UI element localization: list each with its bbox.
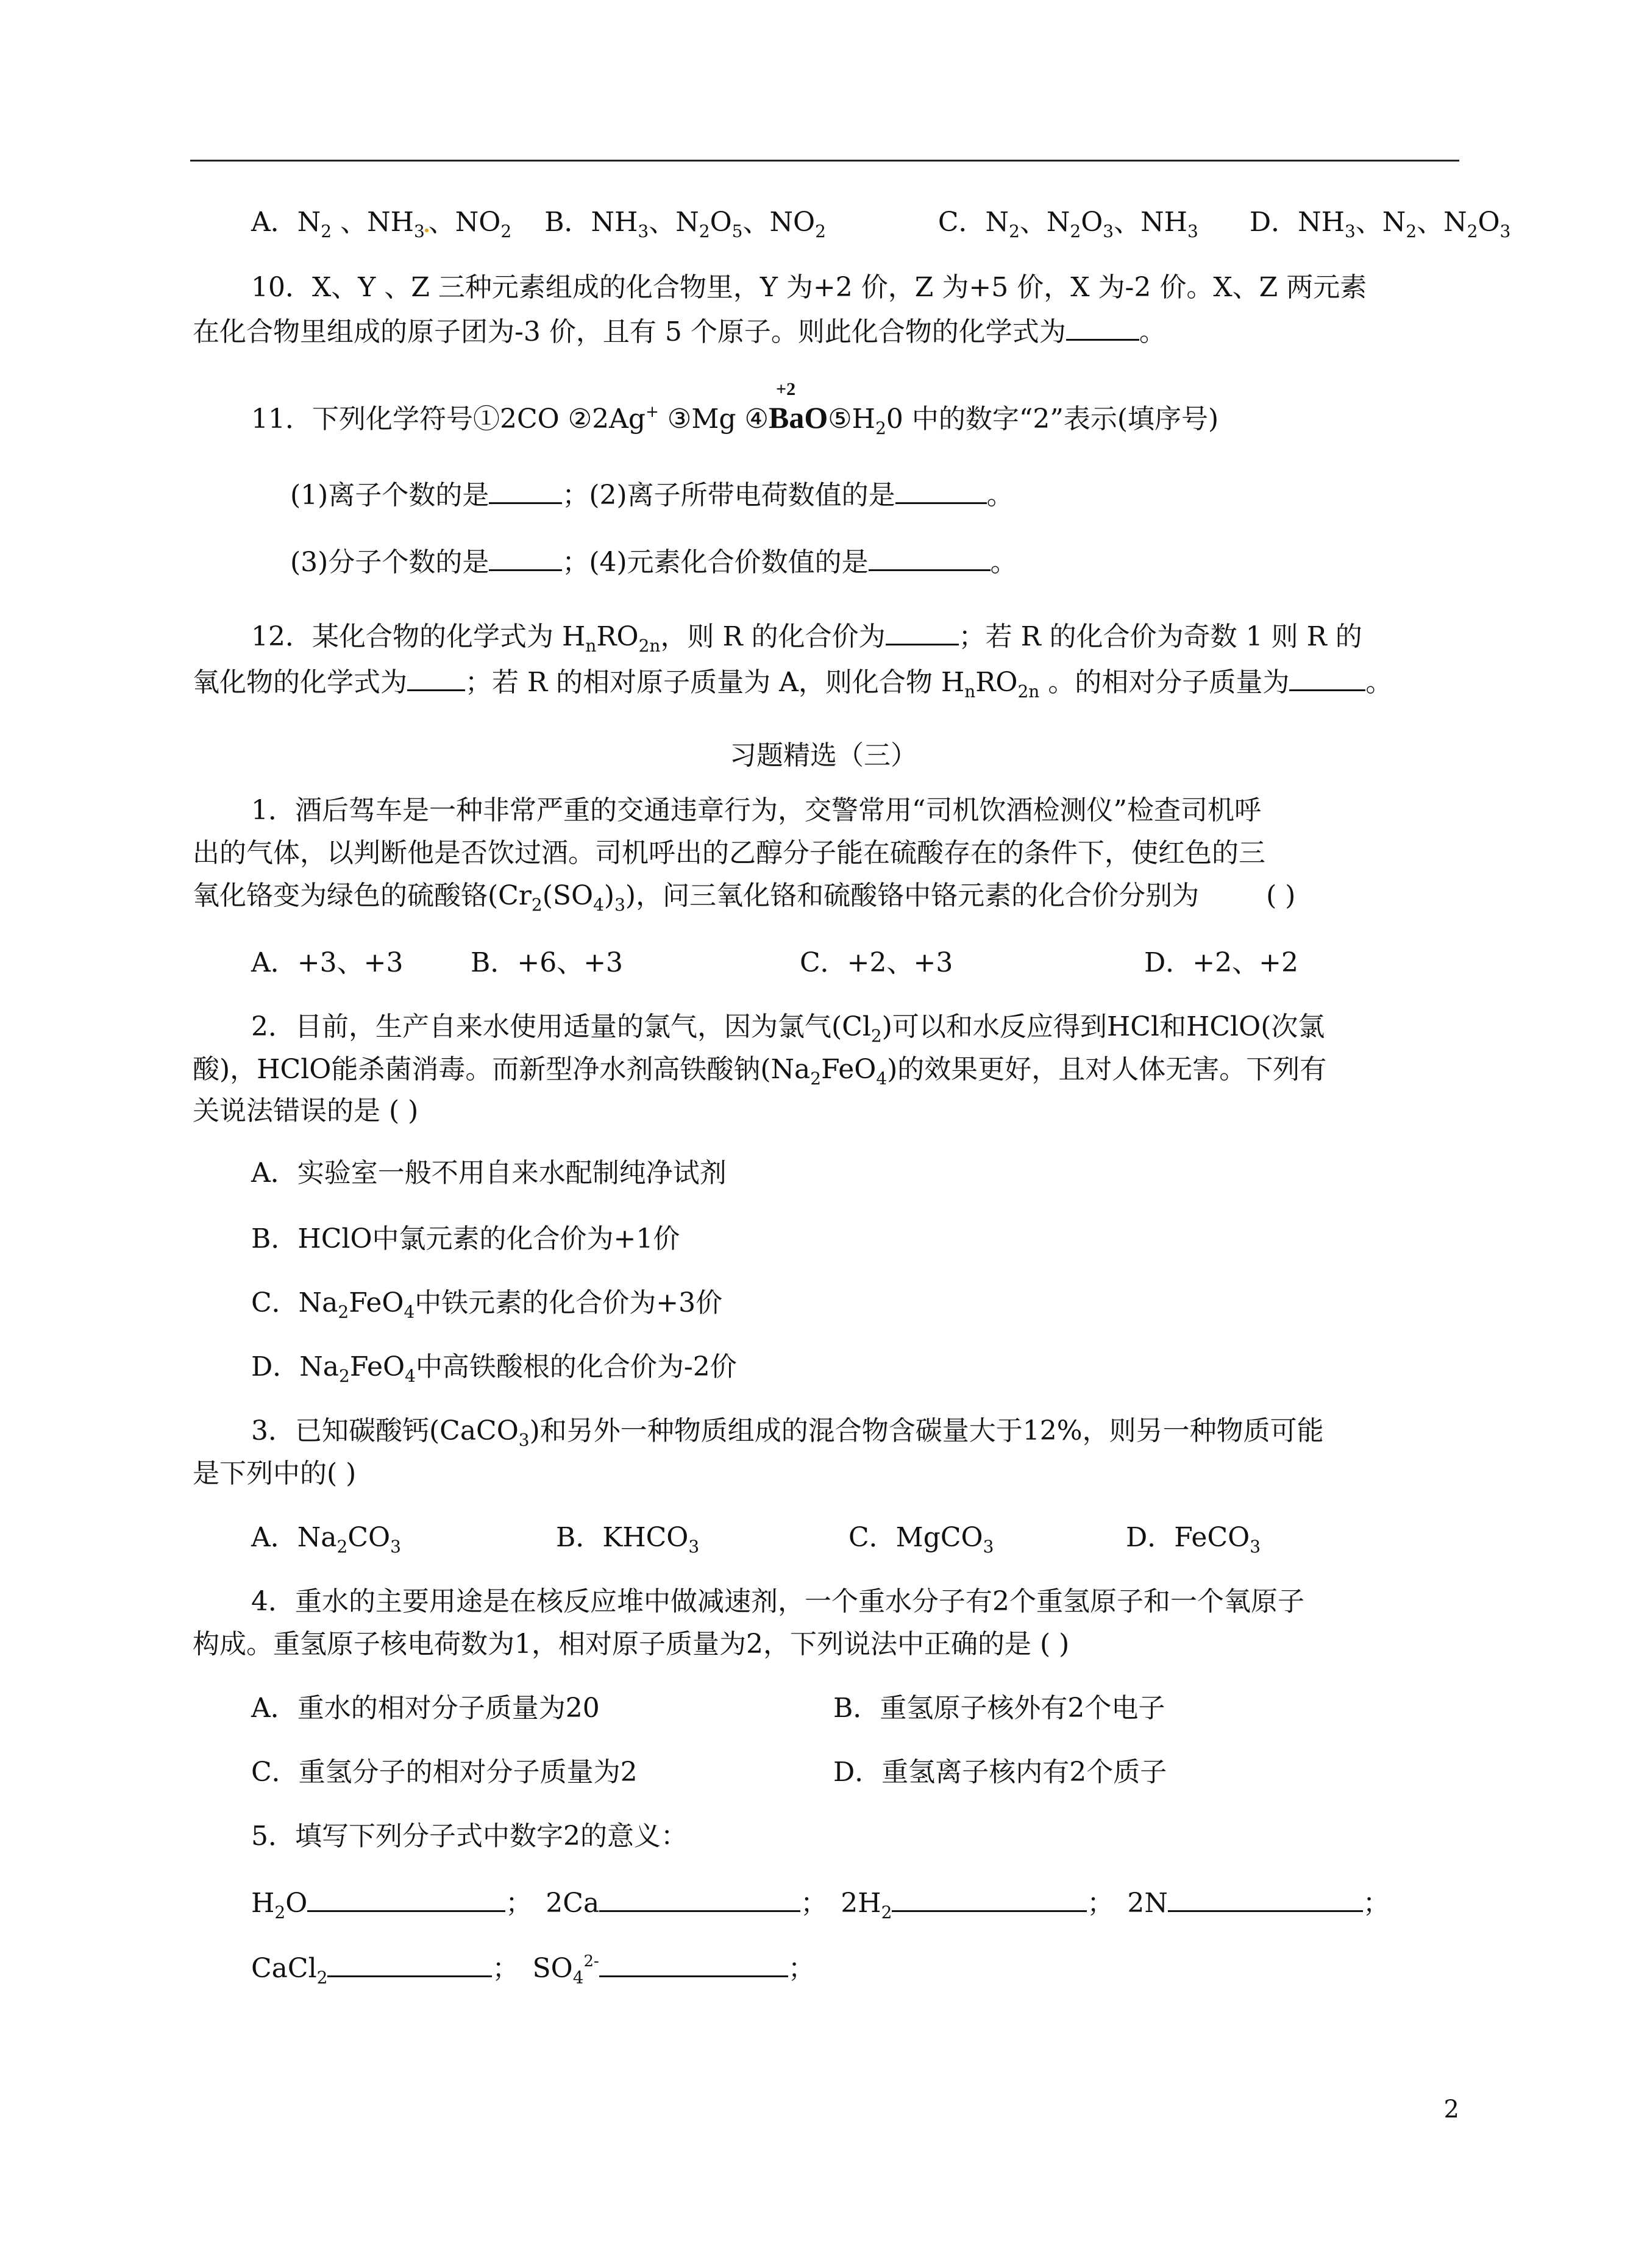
p4-options-row1: [251, 1690, 1165, 1727]
p3-line1: 3．已知碳酸钙(CaCO$_3$)和另外一种物质组成的混合物含碳量大于12%，则另一种物质可能: [251, 1415, 1324, 1450]
answer-blank[interactable]: [407, 665, 465, 691]
p2-line3: 关说法错误的是 ( ): [193, 1095, 419, 1126]
q9-option-d: D．$NH_3$、$N_2$、$N_2O_3$: [1249, 207, 1511, 241]
q9-option-c: C．$N_2$、$N_2O_3$、$NH_3$: [937, 207, 1198, 241]
p4-option-c: C．重氢分子的相对分子质量为2: [251, 1757, 638, 1788]
answer-blank[interactable]: [599, 1951, 788, 1977]
answer-blank[interactable]: [489, 545, 562, 571]
p4-line1: 4．重水的主要用途是在核反应堆中做减速剂，一个重水分子有2个重氢原子和一个氧原子: [251, 1586, 1304, 1617]
p1-option-b: B．+6、+3: [471, 947, 624, 978]
q11-part1: (1)离子个数的是 ；(2)离子所带电荷数值的是 。: [290, 477, 1014, 514]
answer-blank[interactable]: [599, 1886, 800, 1912]
q12-line2: 氧化物的化学式为 ；若 R 的相对原子质量为 A，则化合物 $H_nRO_{2n}$ 。的相对分子质量为 。: [193, 664, 1392, 701]
q10-line2: 在化合物里组成的原子团为-3 价，且有 5 个原子。则此化合物的化学式为 。: [193, 314, 1166, 350]
q9-option-a: A．$N_2$ 、$NH_3$ 、$NO_2$: [251, 207, 512, 241]
section-title: 习题精选（三）: [730, 740, 917, 771]
p4-line2: 构成。重氢原子核电荷数为1，相对原子质量为2，下列说法中正确的是 ( ): [193, 1629, 1070, 1660]
answer-paren[interactable]: ( ): [1266, 880, 1296, 911]
answer-blank[interactable]: [892, 1886, 1087, 1912]
q11-line: 11．下列化学符号①2CO ②2Ag+ ③Mg ④ +2 $BaO⑤H_20$ 中的数字“2”表示(填序号): [251, 379, 1219, 438]
p2-option-b: B．HClO中氯元素的化合价为+1价: [251, 1223, 680, 1254]
answer-blank[interactable]: [1168, 1886, 1363, 1912]
p2-line1: 2．目前，生产自来水使用适量的氯气，因为氯气$(Cl_2)$可以和水反应得到HCl和HClO(次氯: [251, 1011, 1325, 1046]
p2-option-c: C．$Na_2FeO_4$中铁元素的化合价为+3价: [251, 1287, 723, 1322]
p2-line2: 酸)，HClO能杀菌消毒。而新型净水剂高铁酸钠$(Na_2FeO_4)$的效果更好，且对人体无害。下列有: [193, 1054, 1327, 1089]
answer-blank[interactable]: [886, 619, 959, 645]
page-number: 2: [1443, 2096, 1459, 2124]
p1-line3: 氧化铬变为绿色的硫酸铬$(Cr_2(SO_4)_3)$，问三氧化铬和硫酸铬中铬元素的化合价分别为 ( ): [193, 880, 1296, 915]
p1-option-d: D．+2、+2: [1144, 947, 1298, 978]
answer-blank[interactable]: [327, 1951, 492, 1977]
p3-option-c: C．MgCO$_3$: [848, 1522, 994, 1557]
p3-options: [251, 1520, 1261, 1556]
header-rule: [190, 160, 1459, 162]
q10-line1: 10．X、Y 、Z 三种元素组成的化合物里，Y 为+2 价，Z 为+5 价，X 为-2 价。X、Z 两元素: [251, 272, 1367, 303]
p4-options-row2: [251, 1754, 1167, 1791]
answer-blank[interactable]: [1289, 665, 1365, 691]
answer-blank[interactable]: [869, 545, 991, 571]
p2-option-a: A．实验室一般不用自来水配制纯净试剂: [251, 1157, 727, 1189]
p1-options: [251, 945, 1298, 981]
p1-option-a: A．+3、+3: [251, 947, 404, 978]
p5-row2: CaCl$_2$ ； $SO_4^{2-}$ ；: [251, 1952, 815, 1988]
answer-blank[interactable]: [489, 478, 562, 504]
q11-part3: (3)分子个数的是 ；(4)元素化合价数值的是 。: [290, 544, 1017, 581]
p3-option-d: D．FeCO$_3$: [1126, 1522, 1261, 1557]
p3-option-b: B．$KHCO_3$: [556, 1522, 700, 1557]
p4-option-d: D．重氢离子核内有2个质子: [833, 1757, 1167, 1788]
p3-option-a: A．$Na_2CO_3$: [251, 1522, 401, 1557]
q9-options: [251, 204, 1510, 241]
answer-blank[interactable]: [1066, 315, 1139, 341]
q12-line1: 12．某化合物的化学式为 $H_nRO_{2n}$，则 R 的化合价为 ；若 R 的化合价为奇数 1 则 R 的: [251, 619, 1362, 655]
p5-row1: $H_2O$ ； 2Ca ； $2H_2$ ； 2N ；: [251, 1885, 1390, 1922]
answer-blank[interactable]: [895, 478, 987, 504]
p1-line2: 出的气体，以判断他是否饮过酒。司机呼出的乙醇分子能在硫酸存在的条件下，使红色的三: [193, 837, 1265, 869]
p3-line2: 是下列中的( ): [193, 1458, 357, 1489]
p4-option-b: B．重氢原子核外有2个电子: [833, 1693, 1165, 1724]
p4-option-a: A．重水的相对分子质量为20: [251, 1693, 600, 1724]
p1-line1: 1．酒后驾车是一种非常严重的交通违章行为，交警常用“司机饮酒检测仪”检查司机呼: [251, 795, 1261, 826]
p2-option-d: D．$Na_2FeO_4$中高铁酸根的化合价为-2价: [251, 1351, 737, 1386]
p5-line1: 5．填写下列分子式中数字2的意义：: [251, 1821, 688, 1852]
q9-option-b: B．$NH_3$、$N_2O_5$、$NO_2$: [544, 207, 826, 241]
bao-formula: +2 BaO: [768, 379, 828, 435]
p1-option-c: C．+2、+3: [800, 947, 953, 978]
answer-blank[interactable]: [307, 1886, 505, 1912]
